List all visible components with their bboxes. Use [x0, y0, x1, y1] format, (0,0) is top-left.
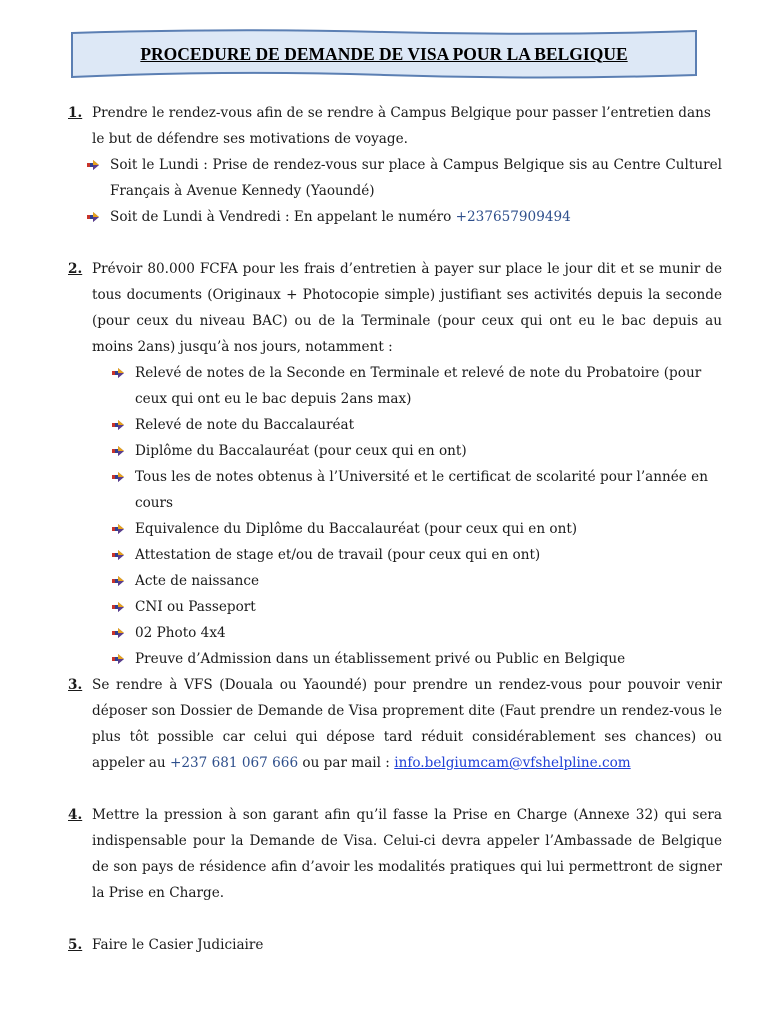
list-item: Relevé de notes de la Seconde en Terminale et relevé de note du Probatoire (pour ceux qui ont eu le bac depuis 2ans max) — [111, 360, 722, 412]
multicolor-arrow-bullet-icon — [111, 574, 125, 588]
multicolor-arrow-bullet-icon — [86, 158, 100, 172]
list-item: 02 Photo 4x4 — [111, 620, 722, 646]
list-item: Attestation de stage et/ou de travail (pour ceux qui en ont) — [111, 542, 722, 568]
list-item: Acte de naissance — [111, 568, 722, 594]
page-title: PROCEDURE DE DEMANDE DE VISA POUR LA BELGIQUE — [140, 43, 628, 64]
list-item: Diplôme du Baccalauréat (pour ceux qui en ont) — [111, 438, 722, 464]
list-item: Equivalence du Diplôme du Baccalauréat (pour ceux qui en ont) — [111, 516, 722, 542]
step-number: 5. — [68, 937, 83, 953]
step-number: 3. — [68, 677, 83, 693]
step-5 — [68, 932, 722, 958]
step-number: 2. — [68, 261, 83, 277]
multicolor-arrow-bullet-icon — [111, 522, 125, 536]
list-item: Tous les de notes obtenus à l’Université et le certificat de scolarité pour l’année en cours — [111, 464, 722, 516]
multicolor-arrow-bullet-icon — [111, 470, 125, 484]
title-banner — [70, 28, 698, 80]
list-item: Preuve d’Admission dans un établissement privé ou Public en Belgique — [111, 646, 722, 672]
list-item: Soit le Lundi : Prise de rendez-vous sur place à Campus Belgique sis au Centre Culturel Français à Avenue Kennedy (Yaoundé) — [86, 152, 722, 204]
list-item: Soit de Lundi à Vendredi : En appelant le numéro +237657909494 — [86, 204, 722, 230]
multicolor-arrow-bullet-icon — [86, 210, 100, 224]
procedure-list — [68, 100, 722, 958]
step-4 — [68, 802, 722, 906]
multicolor-arrow-bullet-icon — [111, 600, 125, 614]
step-text: Mettre la pression à son garant afin qu’il fasse la Prise en Charge (Annexe 32) qui sera indispensable pour la Demande de Visa. Celui-ci devra appeler l’Ambassade de Belgique de son pays de résidence afin d’avoir les modalités pratiques qui lui permettront de signer la Prise en Charge. — [92, 807, 722, 901]
multicolor-arrow-bullet-icon — [111, 366, 125, 380]
step-text: Prendre le rendez-vous afin de se rendre à Campus Belgique pour passer l’entretien dans le but de défendre ses motivations de voyage. — [92, 105, 711, 147]
step-number: 1. — [68, 105, 83, 121]
phone-number[interactable]: +237657909494 — [455, 209, 571, 225]
multicolor-arrow-bullet-icon — [111, 418, 125, 432]
multicolor-arrow-bullet-icon — [111, 548, 125, 562]
step-text: Se rendre à VFS (Douala ou Yaoundé) pour prendre un rendez-vous pour pouvoir venir déposer son Dossier de Demande de Visa proprement dite (Faut prendre un rendez-vous le plus tôt possible car celui qui dépose tard réduit considérablement ses chances) ou appeler au +237 681 067 666 ou par mail : info.belgiumcam@vfshelpline.com — [92, 677, 722, 771]
multicolor-arrow-bullet-icon — [111, 444, 125, 458]
step-1 — [68, 100, 722, 230]
step-text: Faire le Casier Judiciaire — [92, 937, 264, 953]
list-item: CNI ou Passeport — [111, 594, 722, 620]
multicolor-arrow-bullet-icon — [111, 652, 125, 666]
multicolor-arrow-bullet-icon — [111, 626, 125, 640]
email-link[interactable]: info.belgiumcam@vfshelpline.com — [394, 755, 631, 771]
step-number: 4. — [68, 807, 83, 823]
list-item: Relevé de note du Baccalauréat — [111, 412, 722, 438]
step-2 — [68, 256, 722, 672]
step-3 — [68, 672, 722, 776]
phone-number[interactable]: +237 681 067 666 — [169, 755, 299, 771]
step-text: Prévoir 80.000 FCFA pour les frais d’entretien à payer sur place le jour dit et se munir de tous documents (Originaux + Photocopie simple) justifiant ses activités depuis la seconde (pour ceux du niveau BAC) ou de la Terminale (pour ceux qui ont eu le bac depuis au moins 2ans) jusqu’à nos jours, notamment : — [92, 261, 722, 355]
